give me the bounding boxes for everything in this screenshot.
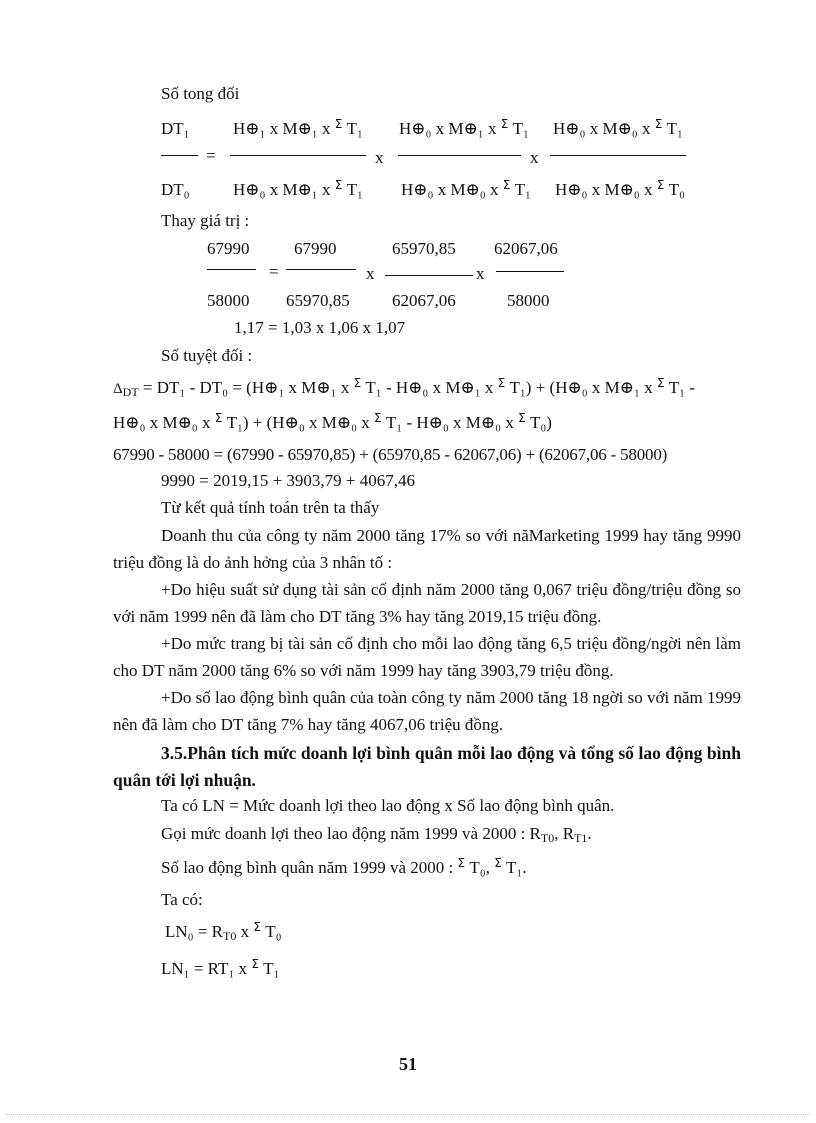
fraction-bar	[550, 155, 686, 156]
subst-factor3-denominator: 58000	[507, 291, 550, 310]
section-heading: 3.5.Phân tích mức doanh lợi bình quân mỗi lao động và tổng số lao động bình quân tới lợi nhuận.	[113, 743, 741, 790]
substitution-label: Thay giá trị :	[161, 211, 250, 230]
conclusion-intro: Từ kết quả tính toán trên ta thấy	[161, 498, 380, 517]
subst-factor2-denominator: 62067,06	[392, 291, 456, 310]
page-edge	[6, 1114, 810, 1115]
formula-factor2-numerator: H⊕₀ x M⊕₁ x $^\Sigma$ T₁	[399, 117, 529, 138]
subst-factor1-numerator: 67990	[294, 239, 337, 258]
paragraph: +Do số lao động bình quân của toàn công ty năm 2000 tăng 18 ngời so với năm 1999 nên đã làm cho DT tăng 7% hay tăng 4067,06 triệu đồng.	[113, 688, 741, 734]
times-sign: x	[375, 148, 384, 167]
page-number: 51	[399, 1054, 417, 1074]
fraction-bar	[161, 155, 198, 156]
text-line: Ta có:	[161, 890, 203, 909]
formula-factor3-numerator: H⊕₀ x M⊕₀ x $^\Sigma$ T₁	[553, 117, 683, 138]
paragraph: +Do mức trang bị tài sản cố định cho mỗi lao động tăng 6,5 triệu đồng/ngời nên làm cho DT năm 2000 tăng 6% so với năm 1999 hay tăng 3903,79 triệu đồng.	[113, 634, 741, 680]
subst-lhs-denominator: 58000	[207, 291, 250, 310]
times-sign: x	[530, 148, 539, 167]
formula-lhs-denominator: DT₀	[161, 180, 190, 199]
times-sign: x	[366, 264, 375, 283]
text-line: Gọi mức doanh lợi theo lao động năm 1999 và 2000 : $R_{T0}$, $R_{T1}$.	[161, 824, 592, 845]
absolute-result-line: 9990 = 2019,15 + 3903,79 + 4067,46	[161, 471, 416, 490]
equals-sign: =	[206, 146, 216, 165]
paragraph: +Do hiệu suất sử dụng tài sản cố định năm 2000 tăng 0,067 triệu đồng/triệu đồng so với năm 1999 nên đã làm cho DT tăng 3% hay tăng 2019,15 triệu đồng.	[113, 580, 741, 626]
ln1-formula: LN₁ = RT₁ x $^\Sigma$ T₁	[161, 957, 280, 978]
paragraph: Doanh thu của công ty năm 2000 tăng 17% so với năMarketing 1999 hay tăng 9990 triệu đồng là do ảnh hởng của 3 nhân tố :	[113, 526, 741, 572]
fraction-bar	[496, 271, 564, 272]
fraction-bar	[385, 275, 473, 276]
absolute-label: Số tuyệt đối :	[161, 346, 253, 365]
times-sign: x	[476, 264, 485, 283]
fraction-bar	[398, 155, 521, 156]
fraction-bar	[286, 269, 356, 270]
formula-factor2-denominator: H⊕₀ x M⊕₀ x $^\Sigma$ T₁	[401, 178, 531, 199]
subst-lhs-numerator: 67990	[207, 239, 250, 258]
formula-factor1-denominator: H⊕₀ x M⊕₁ x $^\Sigma$ T₁	[233, 178, 363, 199]
relative-label: Số tong đối	[161, 84, 240, 103]
formula-factor3-denominator: H⊕₀ x M⊕₀ x $^\Sigma$ T₀	[555, 178, 685, 199]
text-line: Số lao động bình quân năm 1999 và 2000 : $^\Sigma$ T₀, $^\Sigma$ T₁.	[161, 856, 527, 877]
absolute-values-line: 67990 - 58000 = (67990 - 65970,85) + (65970,85 - 62067,06) + (62067,06 - 58000)	[113, 445, 668, 464]
fraction-bar	[230, 155, 366, 156]
formula-lhs-numerator: DT₁	[161, 119, 190, 138]
absolute-formula-line2: H⊕₀ x M⊕₀ x $^\Sigma$ T₁) + (H⊕₀ x M⊕₀ x $^\Sigma$ T₁ - H⊕₀ x M⊕₀ x $^\Sigma$ T₀)	[113, 411, 552, 432]
subst-result: 1,17 = 1,03 x 1,06 x 1,07	[234, 318, 406, 337]
absolute-formula-line1: $\Delta_{DT} = DT_1 - DT_0$ = (H⊕₁ x M⊕₁ x $^\Sigma$ T₁ - H⊕₀ x M⊕₁ x $^\Sigma$ T₁) + (H⊕₀ x M⊕₁ x $^\Sigma$ T₁ -	[113, 376, 696, 399]
ln0-formula: $LN_0 = R_{T0}$ x $^\Sigma$ T₀	[165, 920, 282, 943]
text-line: Ta có LN = Mức doanh lợi theo lao động x Số lao động bình quân.	[161, 796, 615, 815]
subst-factor3-numerator: 62067,06	[494, 239, 558, 258]
fraction-bar	[207, 269, 256, 270]
equals-sign: =	[269, 262, 279, 281]
subst-factor1-denominator: 65970,85	[286, 291, 350, 310]
subst-factor2-numerator: 65970,85	[392, 239, 456, 258]
analysis-paragraphs	[113, 522, 741, 738]
formula-factor1-numerator: H⊕₁ x M⊕₁ x $^\Sigma$ T₁	[233, 117, 363, 138]
